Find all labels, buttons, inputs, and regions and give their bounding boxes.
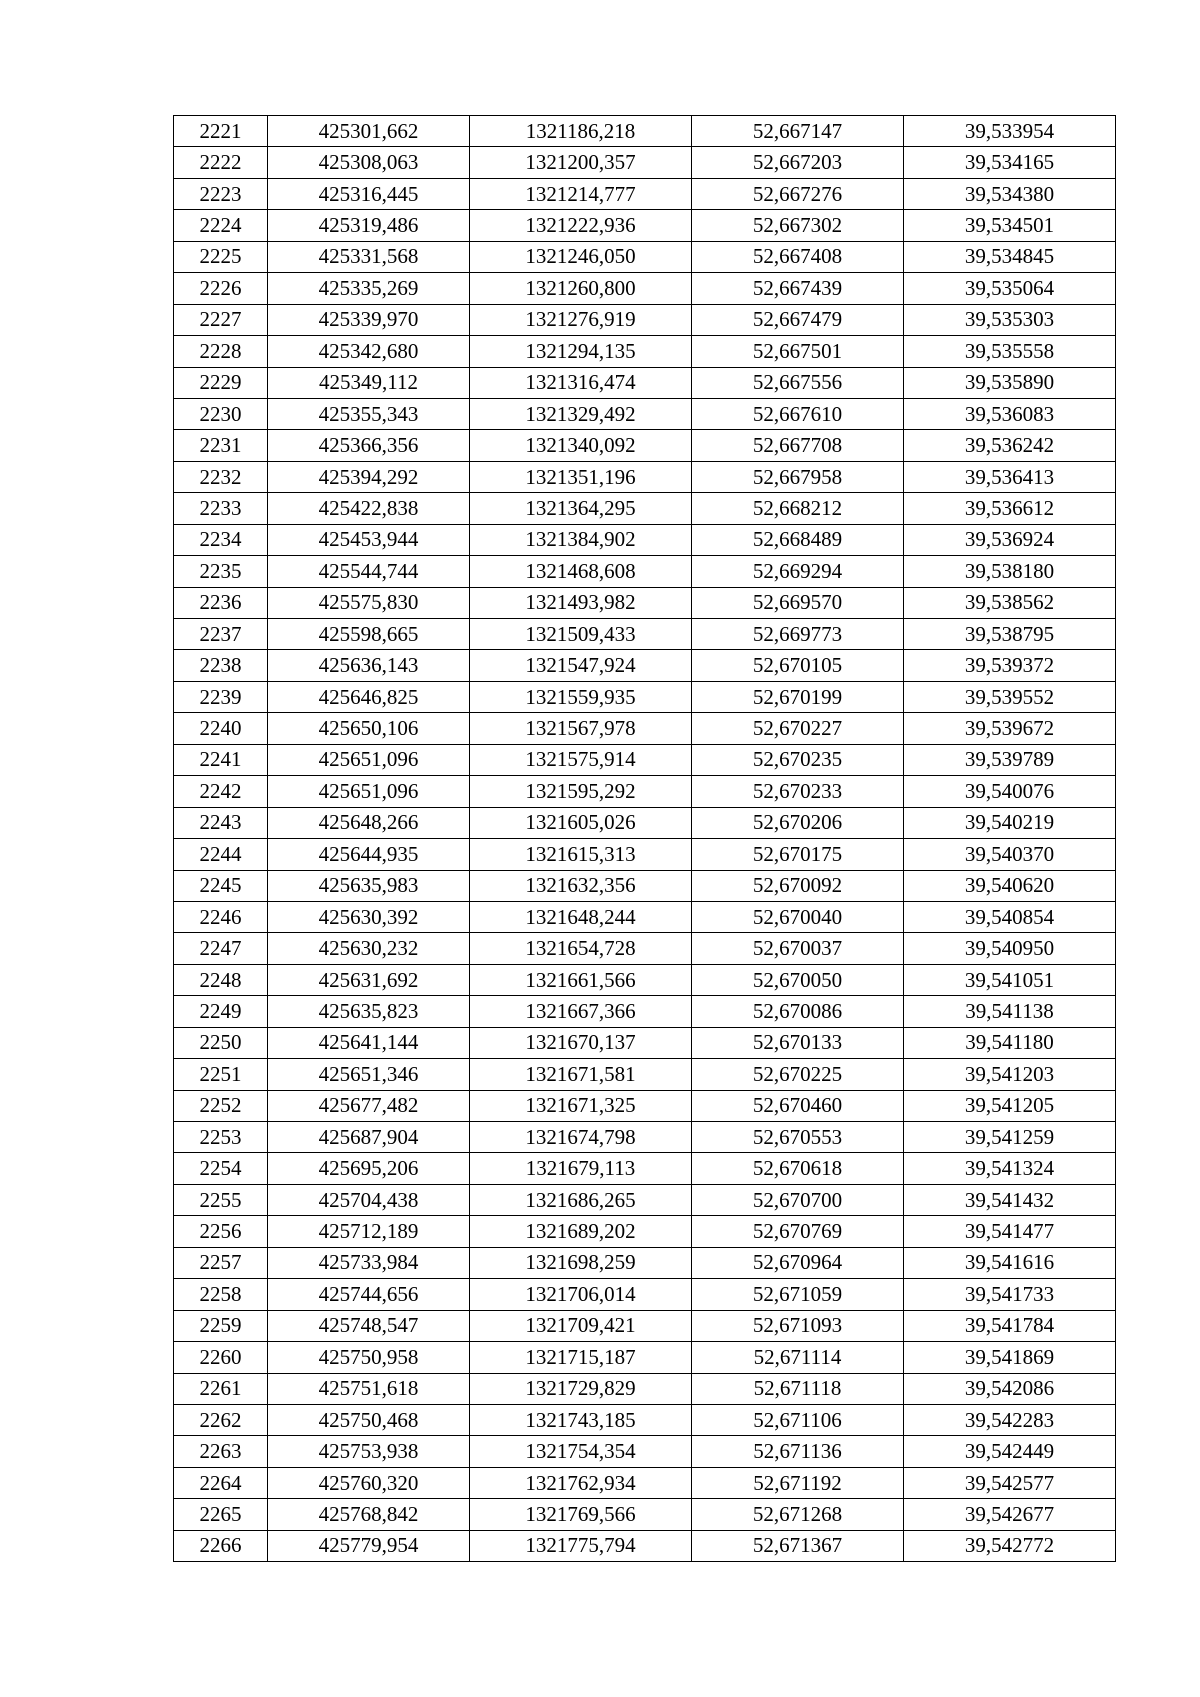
y-coordinate-cell: 1321769,566 bbox=[470, 1499, 692, 1530]
longitude-cell: 39,535064 bbox=[904, 273, 1116, 304]
latitude-cell: 52,667408 bbox=[692, 241, 904, 272]
x-coordinate-cell: 425544,744 bbox=[268, 556, 470, 587]
y-coordinate-cell: 1321340,092 bbox=[470, 430, 692, 461]
y-coordinate-cell: 1321661,566 bbox=[470, 964, 692, 995]
table-row bbox=[174, 1059, 1116, 1090]
y-coordinate-cell: 1321509,433 bbox=[470, 619, 692, 650]
latitude-cell: 52,671192 bbox=[692, 1467, 904, 1498]
y-coordinate-cell: 1321186,218 bbox=[470, 116, 692, 147]
table-row bbox=[174, 776, 1116, 807]
longitude-cell: 39,538180 bbox=[904, 556, 1116, 587]
latitude-cell: 52,667439 bbox=[692, 273, 904, 304]
y-coordinate-cell: 1321648,244 bbox=[470, 901, 692, 932]
longitude-cell: 39,533954 bbox=[904, 116, 1116, 147]
point-number-cell: 2242 bbox=[174, 776, 268, 807]
x-coordinate-cell: 425598,665 bbox=[268, 619, 470, 650]
latitude-cell: 52,670133 bbox=[692, 1027, 904, 1058]
table-row bbox=[174, 964, 1116, 995]
point-number-cell: 2239 bbox=[174, 681, 268, 712]
longitude-cell: 39,542677 bbox=[904, 1499, 1116, 1530]
y-coordinate-cell: 1321468,608 bbox=[470, 556, 692, 587]
x-coordinate-cell: 425760,320 bbox=[268, 1467, 470, 1498]
y-coordinate-cell: 1321200,357 bbox=[470, 147, 692, 178]
latitude-cell: 52,667203 bbox=[692, 147, 904, 178]
y-coordinate-cell: 1321567,978 bbox=[470, 713, 692, 744]
longitude-cell: 39,536413 bbox=[904, 461, 1116, 492]
latitude-cell: 52,670227 bbox=[692, 713, 904, 744]
longitude-cell: 39,539672 bbox=[904, 713, 1116, 744]
table-row bbox=[174, 461, 1116, 492]
x-coordinate-cell: 425635,983 bbox=[268, 870, 470, 901]
table-row bbox=[174, 304, 1116, 335]
longitude-cell: 39,542086 bbox=[904, 1373, 1116, 1404]
table-row bbox=[174, 210, 1116, 241]
longitude-cell: 39,534380 bbox=[904, 178, 1116, 209]
x-coordinate-cell: 425650,106 bbox=[268, 713, 470, 744]
point-number-cell: 2236 bbox=[174, 587, 268, 618]
y-coordinate-cell: 1321547,924 bbox=[470, 650, 692, 681]
y-coordinate-cell: 1321559,935 bbox=[470, 681, 692, 712]
longitude-cell: 39,534165 bbox=[904, 147, 1116, 178]
y-coordinate-cell: 1321689,202 bbox=[470, 1216, 692, 1247]
longitude-cell: 39,542772 bbox=[904, 1530, 1116, 1561]
point-number-cell: 2266 bbox=[174, 1530, 268, 1561]
point-number-cell: 2259 bbox=[174, 1310, 268, 1341]
latitude-cell: 52,667610 bbox=[692, 398, 904, 429]
longitude-cell: 39,536242 bbox=[904, 430, 1116, 461]
coordinates-table-body bbox=[174, 116, 1116, 1562]
point-number-cell: 2223 bbox=[174, 178, 268, 209]
x-coordinate-cell: 425644,935 bbox=[268, 839, 470, 870]
table-row bbox=[174, 1153, 1116, 1184]
x-coordinate-cell: 425635,823 bbox=[268, 996, 470, 1027]
x-coordinate-cell: 425733,984 bbox=[268, 1247, 470, 1278]
point-number-cell: 2247 bbox=[174, 933, 268, 964]
latitude-cell: 52,670086 bbox=[692, 996, 904, 1027]
latitude-cell: 52,668489 bbox=[692, 524, 904, 555]
longitude-cell: 39,535303 bbox=[904, 304, 1116, 335]
point-number-cell: 2228 bbox=[174, 336, 268, 367]
x-coordinate-cell: 425687,904 bbox=[268, 1122, 470, 1153]
table-row bbox=[174, 681, 1116, 712]
x-coordinate-cell: 425695,206 bbox=[268, 1153, 470, 1184]
y-coordinate-cell: 1321671,325 bbox=[470, 1090, 692, 1121]
latitude-cell: 52,669294 bbox=[692, 556, 904, 587]
longitude-cell: 39,541259 bbox=[904, 1122, 1116, 1153]
table-row bbox=[174, 336, 1116, 367]
y-coordinate-cell: 1321743,185 bbox=[470, 1404, 692, 1435]
x-coordinate-cell: 425630,392 bbox=[268, 901, 470, 932]
coordinates-table bbox=[173, 115, 1116, 1562]
point-number-cell: 2261 bbox=[174, 1373, 268, 1404]
table-row bbox=[174, 1436, 1116, 1467]
longitude-cell: 39,541869 bbox=[904, 1342, 1116, 1373]
table-row bbox=[174, 870, 1116, 901]
longitude-cell: 39,541180 bbox=[904, 1027, 1116, 1058]
longitude-cell: 39,541203 bbox=[904, 1059, 1116, 1090]
table-row bbox=[174, 273, 1116, 304]
table-row bbox=[174, 1090, 1116, 1121]
y-coordinate-cell: 1321246,050 bbox=[470, 241, 692, 272]
y-coordinate-cell: 1321762,934 bbox=[470, 1467, 692, 1498]
longitude-cell: 39,534845 bbox=[904, 241, 1116, 272]
x-coordinate-cell: 425779,954 bbox=[268, 1530, 470, 1561]
latitude-cell: 52,667708 bbox=[692, 430, 904, 461]
y-coordinate-cell: 1321316,474 bbox=[470, 367, 692, 398]
x-coordinate-cell: 425753,938 bbox=[268, 1436, 470, 1467]
longitude-cell: 39,542283 bbox=[904, 1404, 1116, 1435]
table-row bbox=[174, 713, 1116, 744]
x-coordinate-cell: 425750,468 bbox=[268, 1404, 470, 1435]
point-number-cell: 2262 bbox=[174, 1404, 268, 1435]
table-row bbox=[174, 1499, 1116, 1530]
table-row bbox=[174, 493, 1116, 524]
latitude-cell: 52,671106 bbox=[692, 1404, 904, 1435]
y-coordinate-cell: 1321674,798 bbox=[470, 1122, 692, 1153]
latitude-cell: 52,671059 bbox=[692, 1279, 904, 1310]
x-coordinate-cell: 425308,063 bbox=[268, 147, 470, 178]
point-number-cell: 2238 bbox=[174, 650, 268, 681]
y-coordinate-cell: 1321715,187 bbox=[470, 1342, 692, 1373]
x-coordinate-cell: 425339,970 bbox=[268, 304, 470, 335]
x-coordinate-cell: 425631,692 bbox=[268, 964, 470, 995]
latitude-cell: 52,670092 bbox=[692, 870, 904, 901]
y-coordinate-cell: 1321670,137 bbox=[470, 1027, 692, 1058]
latitude-cell: 52,670040 bbox=[692, 901, 904, 932]
y-coordinate-cell: 1321294,135 bbox=[470, 336, 692, 367]
point-number-cell: 2260 bbox=[174, 1342, 268, 1373]
x-coordinate-cell: 425768,842 bbox=[268, 1499, 470, 1530]
table-row bbox=[174, 901, 1116, 932]
table-row bbox=[174, 1530, 1116, 1561]
table-row bbox=[174, 619, 1116, 650]
latitude-cell: 52,671136 bbox=[692, 1436, 904, 1467]
latitude-cell: 52,671268 bbox=[692, 1499, 904, 1530]
latitude-cell: 52,667479 bbox=[692, 304, 904, 335]
x-coordinate-cell: 425748,547 bbox=[268, 1310, 470, 1341]
longitude-cell: 39,536924 bbox=[904, 524, 1116, 555]
y-coordinate-cell: 1321679,113 bbox=[470, 1153, 692, 1184]
x-coordinate-cell: 425453,944 bbox=[268, 524, 470, 555]
y-coordinate-cell: 1321605,026 bbox=[470, 807, 692, 838]
point-number-cell: 2230 bbox=[174, 398, 268, 429]
point-number-cell: 2250 bbox=[174, 1027, 268, 1058]
point-number-cell: 2246 bbox=[174, 901, 268, 932]
point-number-cell: 2263 bbox=[174, 1436, 268, 1467]
x-coordinate-cell: 425641,144 bbox=[268, 1027, 470, 1058]
x-coordinate-cell: 425630,232 bbox=[268, 933, 470, 964]
longitude-cell: 39,541784 bbox=[904, 1310, 1116, 1341]
table-row bbox=[174, 1404, 1116, 1435]
x-coordinate-cell: 425316,445 bbox=[268, 178, 470, 209]
y-coordinate-cell: 1321384,902 bbox=[470, 524, 692, 555]
longitude-cell: 39,534501 bbox=[904, 210, 1116, 241]
longitude-cell: 39,541138 bbox=[904, 996, 1116, 1027]
x-coordinate-cell: 425422,838 bbox=[268, 493, 470, 524]
table-row bbox=[174, 116, 1116, 147]
table-row bbox=[174, 1027, 1116, 1058]
x-coordinate-cell: 425342,680 bbox=[268, 336, 470, 367]
point-number-cell: 2221 bbox=[174, 116, 268, 147]
table-row bbox=[174, 587, 1116, 618]
point-number-cell: 2252 bbox=[174, 1090, 268, 1121]
point-number-cell: 2233 bbox=[174, 493, 268, 524]
longitude-cell: 39,535558 bbox=[904, 336, 1116, 367]
point-number-cell: 2245 bbox=[174, 870, 268, 901]
latitude-cell: 52,670175 bbox=[692, 839, 904, 870]
latitude-cell: 52,670225 bbox=[692, 1059, 904, 1090]
longitude-cell: 39,541432 bbox=[904, 1184, 1116, 1215]
y-coordinate-cell: 1321260,800 bbox=[470, 273, 692, 304]
y-coordinate-cell: 1321493,982 bbox=[470, 587, 692, 618]
y-coordinate-cell: 1321671,581 bbox=[470, 1059, 692, 1090]
latitude-cell: 52,670460 bbox=[692, 1090, 904, 1121]
latitude-cell: 52,671114 bbox=[692, 1342, 904, 1373]
point-number-cell: 2222 bbox=[174, 147, 268, 178]
table-row bbox=[174, 1247, 1116, 1278]
table-row bbox=[174, 430, 1116, 461]
longitude-cell: 39,539372 bbox=[904, 650, 1116, 681]
point-number-cell: 2224 bbox=[174, 210, 268, 241]
x-coordinate-cell: 425575,830 bbox=[268, 587, 470, 618]
longitude-cell: 39,541205 bbox=[904, 1090, 1116, 1121]
y-coordinate-cell: 1321632,356 bbox=[470, 870, 692, 901]
longitude-cell: 39,538562 bbox=[904, 587, 1116, 618]
table-row bbox=[174, 178, 1116, 209]
x-coordinate-cell: 425394,292 bbox=[268, 461, 470, 492]
point-number-cell: 2254 bbox=[174, 1153, 268, 1184]
x-coordinate-cell: 425751,618 bbox=[268, 1373, 470, 1404]
y-coordinate-cell: 1321775,794 bbox=[470, 1530, 692, 1561]
y-coordinate-cell: 1321729,829 bbox=[470, 1373, 692, 1404]
point-number-cell: 2265 bbox=[174, 1499, 268, 1530]
latitude-cell: 52,667147 bbox=[692, 116, 904, 147]
x-coordinate-cell: 425651,346 bbox=[268, 1059, 470, 1090]
x-coordinate-cell: 425355,343 bbox=[268, 398, 470, 429]
x-coordinate-cell: 425750,958 bbox=[268, 1342, 470, 1373]
y-coordinate-cell: 1321686,265 bbox=[470, 1184, 692, 1215]
longitude-cell: 39,540854 bbox=[904, 901, 1116, 932]
point-number-cell: 2255 bbox=[174, 1184, 268, 1215]
latitude-cell: 52,671367 bbox=[692, 1530, 904, 1561]
table-row bbox=[174, 1216, 1116, 1247]
latitude-cell: 52,670233 bbox=[692, 776, 904, 807]
table-row bbox=[174, 933, 1116, 964]
latitude-cell: 52,669773 bbox=[692, 619, 904, 650]
table-row bbox=[174, 524, 1116, 555]
y-coordinate-cell: 1321214,777 bbox=[470, 178, 692, 209]
table-row bbox=[174, 1279, 1116, 1310]
latitude-cell: 52,670769 bbox=[692, 1216, 904, 1247]
y-coordinate-cell: 1321654,728 bbox=[470, 933, 692, 964]
longitude-cell: 39,541733 bbox=[904, 1279, 1116, 1310]
latitude-cell: 52,667302 bbox=[692, 210, 904, 241]
table-row bbox=[174, 241, 1116, 272]
x-coordinate-cell: 425366,356 bbox=[268, 430, 470, 461]
longitude-cell: 39,540076 bbox=[904, 776, 1116, 807]
longitude-cell: 39,542449 bbox=[904, 1436, 1116, 1467]
latitude-cell: 52,670964 bbox=[692, 1247, 904, 1278]
table-row bbox=[174, 398, 1116, 429]
point-number-cell: 2258 bbox=[174, 1279, 268, 1310]
y-coordinate-cell: 1321329,492 bbox=[470, 398, 692, 429]
table-row bbox=[174, 1342, 1116, 1373]
table-row bbox=[174, 1184, 1116, 1215]
latitude-cell: 52,670050 bbox=[692, 964, 904, 995]
longitude-cell: 39,541616 bbox=[904, 1247, 1116, 1278]
point-number-cell: 2257 bbox=[174, 1247, 268, 1278]
x-coordinate-cell: 425744,656 bbox=[268, 1279, 470, 1310]
latitude-cell: 52,669570 bbox=[692, 587, 904, 618]
longitude-cell: 39,541051 bbox=[904, 964, 1116, 995]
point-number-cell: 2234 bbox=[174, 524, 268, 555]
y-coordinate-cell: 1321595,292 bbox=[470, 776, 692, 807]
x-coordinate-cell: 425712,189 bbox=[268, 1216, 470, 1247]
point-number-cell: 2256 bbox=[174, 1216, 268, 1247]
point-number-cell: 2241 bbox=[174, 744, 268, 775]
table-row bbox=[174, 1310, 1116, 1341]
latitude-cell: 52,667556 bbox=[692, 367, 904, 398]
point-number-cell: 2253 bbox=[174, 1122, 268, 1153]
y-coordinate-cell: 1321364,295 bbox=[470, 493, 692, 524]
longitude-cell: 39,540219 bbox=[904, 807, 1116, 838]
point-number-cell: 2237 bbox=[174, 619, 268, 650]
x-coordinate-cell: 425301,662 bbox=[268, 116, 470, 147]
x-coordinate-cell: 425349,112 bbox=[268, 367, 470, 398]
latitude-cell: 52,667958 bbox=[692, 461, 904, 492]
table-row bbox=[174, 650, 1116, 681]
y-coordinate-cell: 1321706,014 bbox=[470, 1279, 692, 1310]
latitude-cell: 52,670206 bbox=[692, 807, 904, 838]
x-coordinate-cell: 425648,266 bbox=[268, 807, 470, 838]
x-coordinate-cell: 425319,486 bbox=[268, 210, 470, 241]
longitude-cell: 39,541324 bbox=[904, 1153, 1116, 1184]
longitude-cell: 39,539552 bbox=[904, 681, 1116, 712]
point-number-cell: 2226 bbox=[174, 273, 268, 304]
table-row bbox=[174, 1467, 1116, 1498]
y-coordinate-cell: 1321667,366 bbox=[470, 996, 692, 1027]
longitude-cell: 39,535890 bbox=[904, 367, 1116, 398]
point-number-cell: 2251 bbox=[174, 1059, 268, 1090]
latitude-cell: 52,670553 bbox=[692, 1122, 904, 1153]
y-coordinate-cell: 1321276,919 bbox=[470, 304, 692, 335]
latitude-cell: 52,667276 bbox=[692, 178, 904, 209]
x-coordinate-cell: 425331,568 bbox=[268, 241, 470, 272]
point-number-cell: 2249 bbox=[174, 996, 268, 1027]
point-number-cell: 2235 bbox=[174, 556, 268, 587]
longitude-cell: 39,539789 bbox=[904, 744, 1116, 775]
point-number-cell: 2229 bbox=[174, 367, 268, 398]
longitude-cell: 39,540950 bbox=[904, 933, 1116, 964]
y-coordinate-cell: 1321698,259 bbox=[470, 1247, 692, 1278]
table-row bbox=[174, 147, 1116, 178]
table-row bbox=[174, 1122, 1116, 1153]
latitude-cell: 52,670105 bbox=[692, 650, 904, 681]
longitude-cell: 39,538795 bbox=[904, 619, 1116, 650]
longitude-cell: 39,540370 bbox=[904, 839, 1116, 870]
table-row bbox=[174, 807, 1116, 838]
point-number-cell: 2244 bbox=[174, 839, 268, 870]
point-number-cell: 2225 bbox=[174, 241, 268, 272]
x-coordinate-cell: 425704,438 bbox=[268, 1184, 470, 1215]
latitude-cell: 52,671093 bbox=[692, 1310, 904, 1341]
latitude-cell: 52,670235 bbox=[692, 744, 904, 775]
latitude-cell: 52,667501 bbox=[692, 336, 904, 367]
point-number-cell: 2264 bbox=[174, 1467, 268, 1498]
table-row bbox=[174, 556, 1116, 587]
x-coordinate-cell: 425636,143 bbox=[268, 650, 470, 681]
table-row bbox=[174, 839, 1116, 870]
longitude-cell: 39,542577 bbox=[904, 1467, 1116, 1498]
latitude-cell: 52,670037 bbox=[692, 933, 904, 964]
latitude-cell: 52,668212 bbox=[692, 493, 904, 524]
x-coordinate-cell: 425651,096 bbox=[268, 776, 470, 807]
table-row bbox=[174, 996, 1116, 1027]
y-coordinate-cell: 1321615,313 bbox=[470, 839, 692, 870]
longitude-cell: 39,540620 bbox=[904, 870, 1116, 901]
y-coordinate-cell: 1321575,914 bbox=[470, 744, 692, 775]
point-number-cell: 2227 bbox=[174, 304, 268, 335]
table-row bbox=[174, 1373, 1116, 1404]
x-coordinate-cell: 425335,269 bbox=[268, 273, 470, 304]
point-number-cell: 2248 bbox=[174, 964, 268, 995]
point-number-cell: 2243 bbox=[174, 807, 268, 838]
longitude-cell: 39,536612 bbox=[904, 493, 1116, 524]
point-number-cell: 2240 bbox=[174, 713, 268, 744]
y-coordinate-cell: 1321754,354 bbox=[470, 1436, 692, 1467]
latitude-cell: 52,670618 bbox=[692, 1153, 904, 1184]
y-coordinate-cell: 1321709,421 bbox=[470, 1310, 692, 1341]
y-coordinate-cell: 1321222,936 bbox=[470, 210, 692, 241]
latitude-cell: 52,670199 bbox=[692, 681, 904, 712]
x-coordinate-cell: 425651,096 bbox=[268, 744, 470, 775]
x-coordinate-cell: 425646,825 bbox=[268, 681, 470, 712]
longitude-cell: 39,536083 bbox=[904, 398, 1116, 429]
point-number-cell: 2231 bbox=[174, 430, 268, 461]
table-row bbox=[174, 367, 1116, 398]
latitude-cell: 52,671118 bbox=[692, 1373, 904, 1404]
x-coordinate-cell: 425677,482 bbox=[268, 1090, 470, 1121]
point-number-cell: 2232 bbox=[174, 461, 268, 492]
y-coordinate-cell: 1321351,196 bbox=[470, 461, 692, 492]
table-row bbox=[174, 744, 1116, 775]
latitude-cell: 52,670700 bbox=[692, 1184, 904, 1215]
longitude-cell: 39,541477 bbox=[904, 1216, 1116, 1247]
